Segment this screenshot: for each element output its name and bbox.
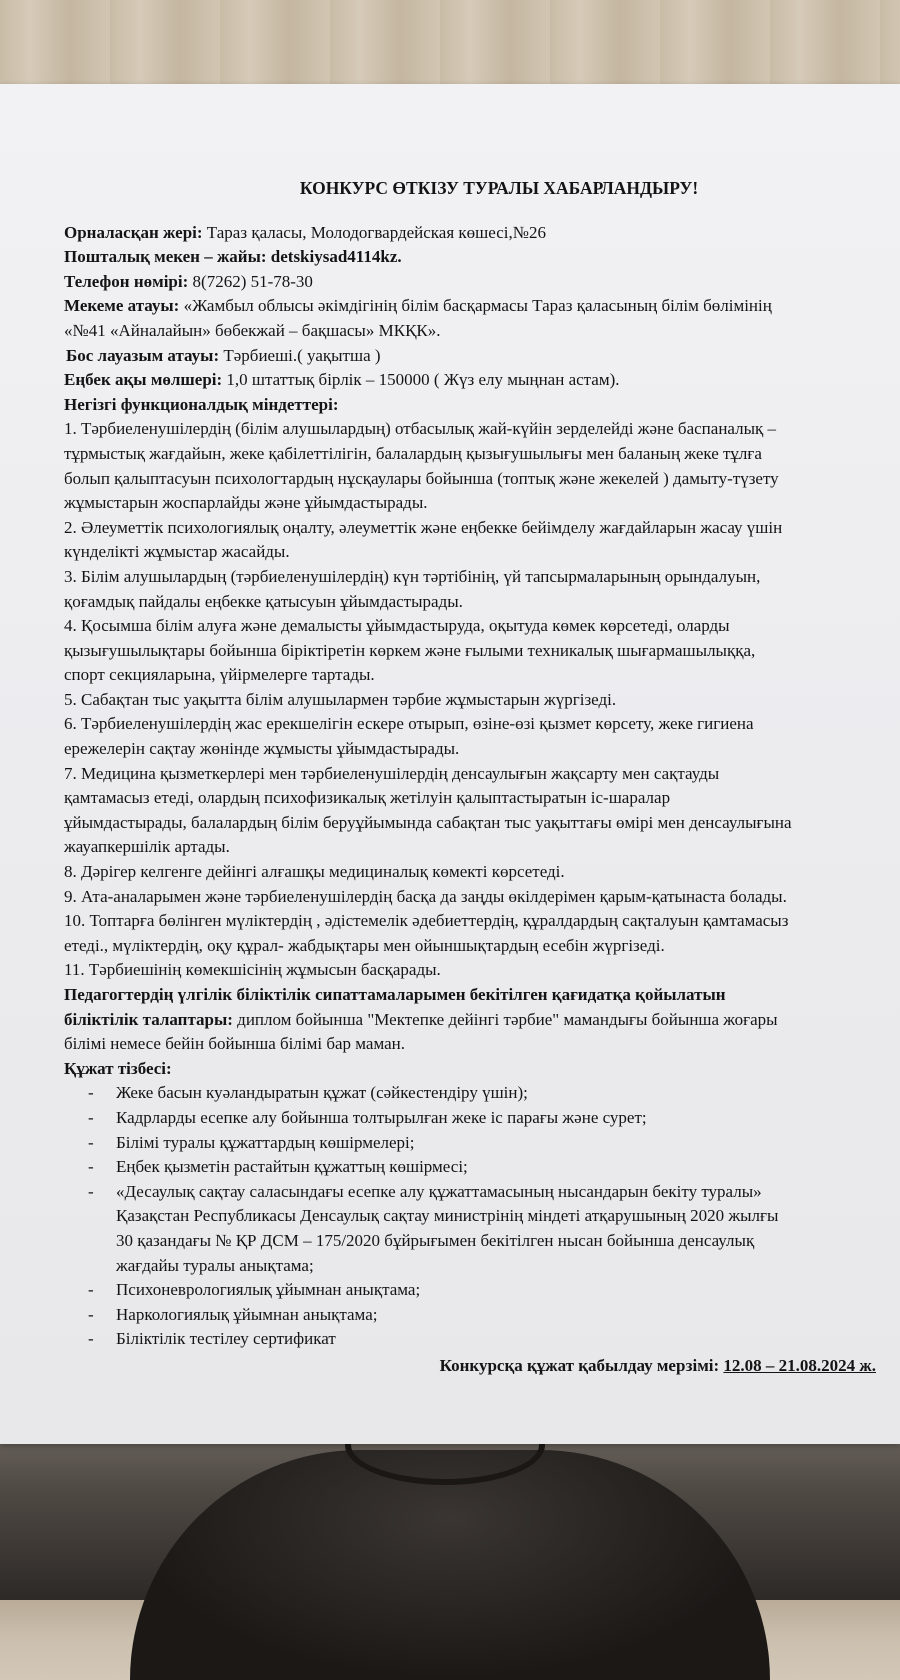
duty-line: 5. Сабақтан тыс уақытта білім алушылармен тәрбие жұмыстарын жүргізеді.: [64, 689, 617, 709]
docs-item-line: «Десаулық сақтау саласындағы есепке алу құжаттамасының нысандарын бекіту туралы»: [116, 1181, 762, 1201]
vacancy-value: Тәрбиеші.( уақытша ): [219, 345, 381, 365]
docs-item-line: 30 қазандағы № ҚР ДСМ – 175/2020 бұйрығымен бекітілген нысан бойынша денсаулық: [116, 1230, 755, 1250]
requirements-text-line3: білімі немесе бейін бойынша білімі бар маман.: [64, 1034, 405, 1054]
docs-list-item: [64, 1155, 884, 1180]
deadline-label: Конкурсқа құжат қабылдау мерзімі:: [439, 1355, 724, 1375]
duties-list: [64, 417, 884, 983]
duty-line: спорт секцияларына, үйірмелерге тартады.: [64, 665, 375, 685]
docs-item-line: Біліктілік тестілеу сертификат: [116, 1329, 336, 1349]
dash-bullet: -: [88, 1107, 94, 1127]
deadline-dates: 12.08 – 21.08.2024 ж.: [723, 1355, 876, 1375]
postal-label: Пошталық мекен – жайы: detskiysad4114kz.: [64, 247, 402, 267]
docs-list-item: [64, 1131, 884, 1156]
docs-item-line: Жеке басын куәландыратын құжат (сәйкестендіру үшін);: [116, 1083, 528, 1103]
salary-line: [64, 368, 884, 393]
docs-list-item: [64, 1303, 884, 1328]
salary-value: 1,0 штаттық бірлік – 150000 ( Жүз елу мыңнан астам).: [222, 370, 620, 390]
location-value: Тараз қаласы, Молодогвардейская көшесі,№26: [202, 222, 546, 242]
duty-line: жұмыстарын жоспарлайды және ұйымдастырады.: [64, 493, 428, 513]
docs-item-line: Кадрларды есепке алу бойынша толтырылған жеке іс парағы және сурет;: [116, 1107, 647, 1127]
docs-item-line: Еңбек қызметін растайтын құжаттың көшірмесі;: [116, 1157, 468, 1177]
location-line: [64, 221, 884, 246]
docs-list-item: [64, 1327, 884, 1352]
docs-list: [64, 1081, 884, 1352]
docs-item-line: Психоневрологиялық ұйымнан анықтама;: [116, 1280, 421, 1300]
institution-value-line1: «Жамбыл облысы әкімдігінің білім басқармасы Тараз қаласының білім бөлімінің: [179, 296, 772, 316]
docs-list-item: [64, 1106, 884, 1131]
dash-bullet: -: [88, 1181, 94, 1201]
duty-line: етеді., мүліктердің, оқу құрал- жабдықтары мен ойыншықтардың есебін жүргізеді.: [64, 935, 665, 955]
phone-label: Телефон нөмірі:: [64, 271, 189, 291]
dash-bullet: -: [88, 1280, 94, 1300]
duties-heading: Негізгі функционалдық міндеттері:: [64, 394, 339, 414]
dash-bullet: -: [88, 1132, 94, 1152]
announcement-document: [64, 176, 884, 1379]
duty-line: 4. Қосымша білім алуға және демалысты ұйымдастыруда, оқытуда көмек көрсетеді, оларды: [64, 616, 730, 636]
docs-list-item: [64, 1081, 884, 1106]
requirements-label: біліктілік талаптары:: [64, 1009, 233, 1029]
duty-line: 2. Әлеуметтік психологиялық оңалту, әлеуметтік және еңбекке бейімделу жағдайларын жасау үшін: [64, 517, 783, 537]
dash-bullet: -: [88, 1083, 94, 1103]
duty-line: 11. Тәрбиешінің көмекшісінің жұмысын басқарады.: [64, 960, 441, 980]
salary-label: Еңбек ақы мөлшері:: [64, 370, 223, 390]
duty-line: тұрмыстық жағдайын, жеке қабілеттілігін, балалардың қызығушылығы мен баланың жеке тұлға: [64, 443, 762, 463]
phone-line: [64, 270, 884, 295]
docs-item-line: Наркологиялық ұйымнан анықтама;: [116, 1304, 378, 1324]
duty-line: 7. Медицина қызметкерлері мен тәрбиеленушілердің денсаулығын жақсарту мен сақтауды: [64, 763, 720, 783]
duty-line: қызығушылықтары бойынша біріктіретін көркем және ғылыми техникалық шығармашылыққа,: [64, 640, 756, 660]
duty-line: жауапкершілік артады.: [64, 837, 230, 857]
duty-line: қоғамдық пайдалы еңбекке қатысуын ұйымдастырады.: [64, 591, 463, 611]
vacancy-label: Бос лауазым атауы:: [66, 345, 220, 365]
duty-line: 3. Білім алушылардың (тәрбиеленушілердің) күн тәртібінің, үй тапсырмаларының орындалуын,: [64, 566, 761, 586]
duty-line: 1. Тәрбиеленушілердің (білім алушылардың) отбасылық жай-күйін зерделейді және баспаналық –: [64, 419, 777, 439]
institution-line: [64, 294, 884, 319]
phone-value: 8(7262) 51-78-30: [188, 271, 313, 291]
docs-item-line: Қазақстан Республикасы Денсаулық сақтау министрінің міндеті атқарушының 2020 жылғы: [116, 1206, 779, 1226]
requirements-text: диплом бойынша "Мектепке дейінгі тәрбие" мамандығы бойынша жоғары: [232, 1009, 778, 1029]
docs-heading: Құжат тізбесі:: [64, 1058, 172, 1078]
docs-item-line: жағдайы туралы анықтама;: [116, 1255, 314, 1275]
docs-list-item: [64, 1278, 884, 1303]
postal-line: [64, 245, 884, 270]
vacancy-line: [64, 344, 884, 369]
duty-line: ережелерін сақтау жөнінде жұмысты ұйымдастырады.: [64, 739, 460, 759]
docs-item-line: Білімі туралы құжаттардың көшірмелері;: [116, 1132, 415, 1152]
duty-line: болып қалыптасуын психологтардың нұсқаулары бойынша (топтық және жекелей ) дамыту-түзету: [64, 468, 779, 488]
dash-bullet: -: [88, 1304, 94, 1324]
document-title: КОНКУРС ӨТКІЗУ ТУРАЛЫ ХАБАРЛАНДЫРУ!: [299, 178, 699, 198]
deadline-line: [64, 1354, 884, 1379]
location-label: Орналасқан жері:: [64, 222, 203, 242]
duty-line: ұйымдастырады, балалардың білім беруұйымында сабақтан тыс уақыттағы өмірі мен денсаулығына: [64, 812, 792, 832]
duty-line: 10. Топтарға бөлінген мүліктердің , әдістемелік әдебиеттердің, құралдардың сақталуын қамтамасыз: [64, 911, 789, 931]
requirements-heading: Педагогтердің үлгілік біліктілік сипаттамаларымен бекітілген қағидатқа қойылатын: [64, 985, 726, 1004]
requirements-line: [64, 1008, 884, 1033]
duty-line: 6. Тәрбиеленушілердің жас ерекшелігін ескере отырып, өзіне-өзі қызмет көрсету, жеке гигиена: [64, 714, 754, 734]
dash-bullet: -: [88, 1329, 94, 1349]
dash-bullet: -: [88, 1157, 94, 1177]
duty-line: 8. Дәрігер келгенге дейінгі алғашқы медициналық көмекті көрсетеді.: [64, 862, 565, 882]
institution-value-line2: «№41 «Айналайын» бөбекжай – бақшасы» МКҚК».: [64, 320, 441, 340]
institution-label: Мекеме атауы:: [64, 296, 180, 316]
duty-line: 9. Ата-аналарымен және тәрбиеленушілердің басқа да заңды өкілдерімен қарым-қатынаста болады.: [64, 886, 787, 906]
duty-line: қамтамасыз етеді, олардың психофизикалық жетілуін қалыптастыратын іс-шаралар: [64, 788, 671, 808]
duty-line: күнделікті жұмыстар жасайды.: [64, 542, 290, 562]
docs-list-item: [64, 1180, 884, 1278]
